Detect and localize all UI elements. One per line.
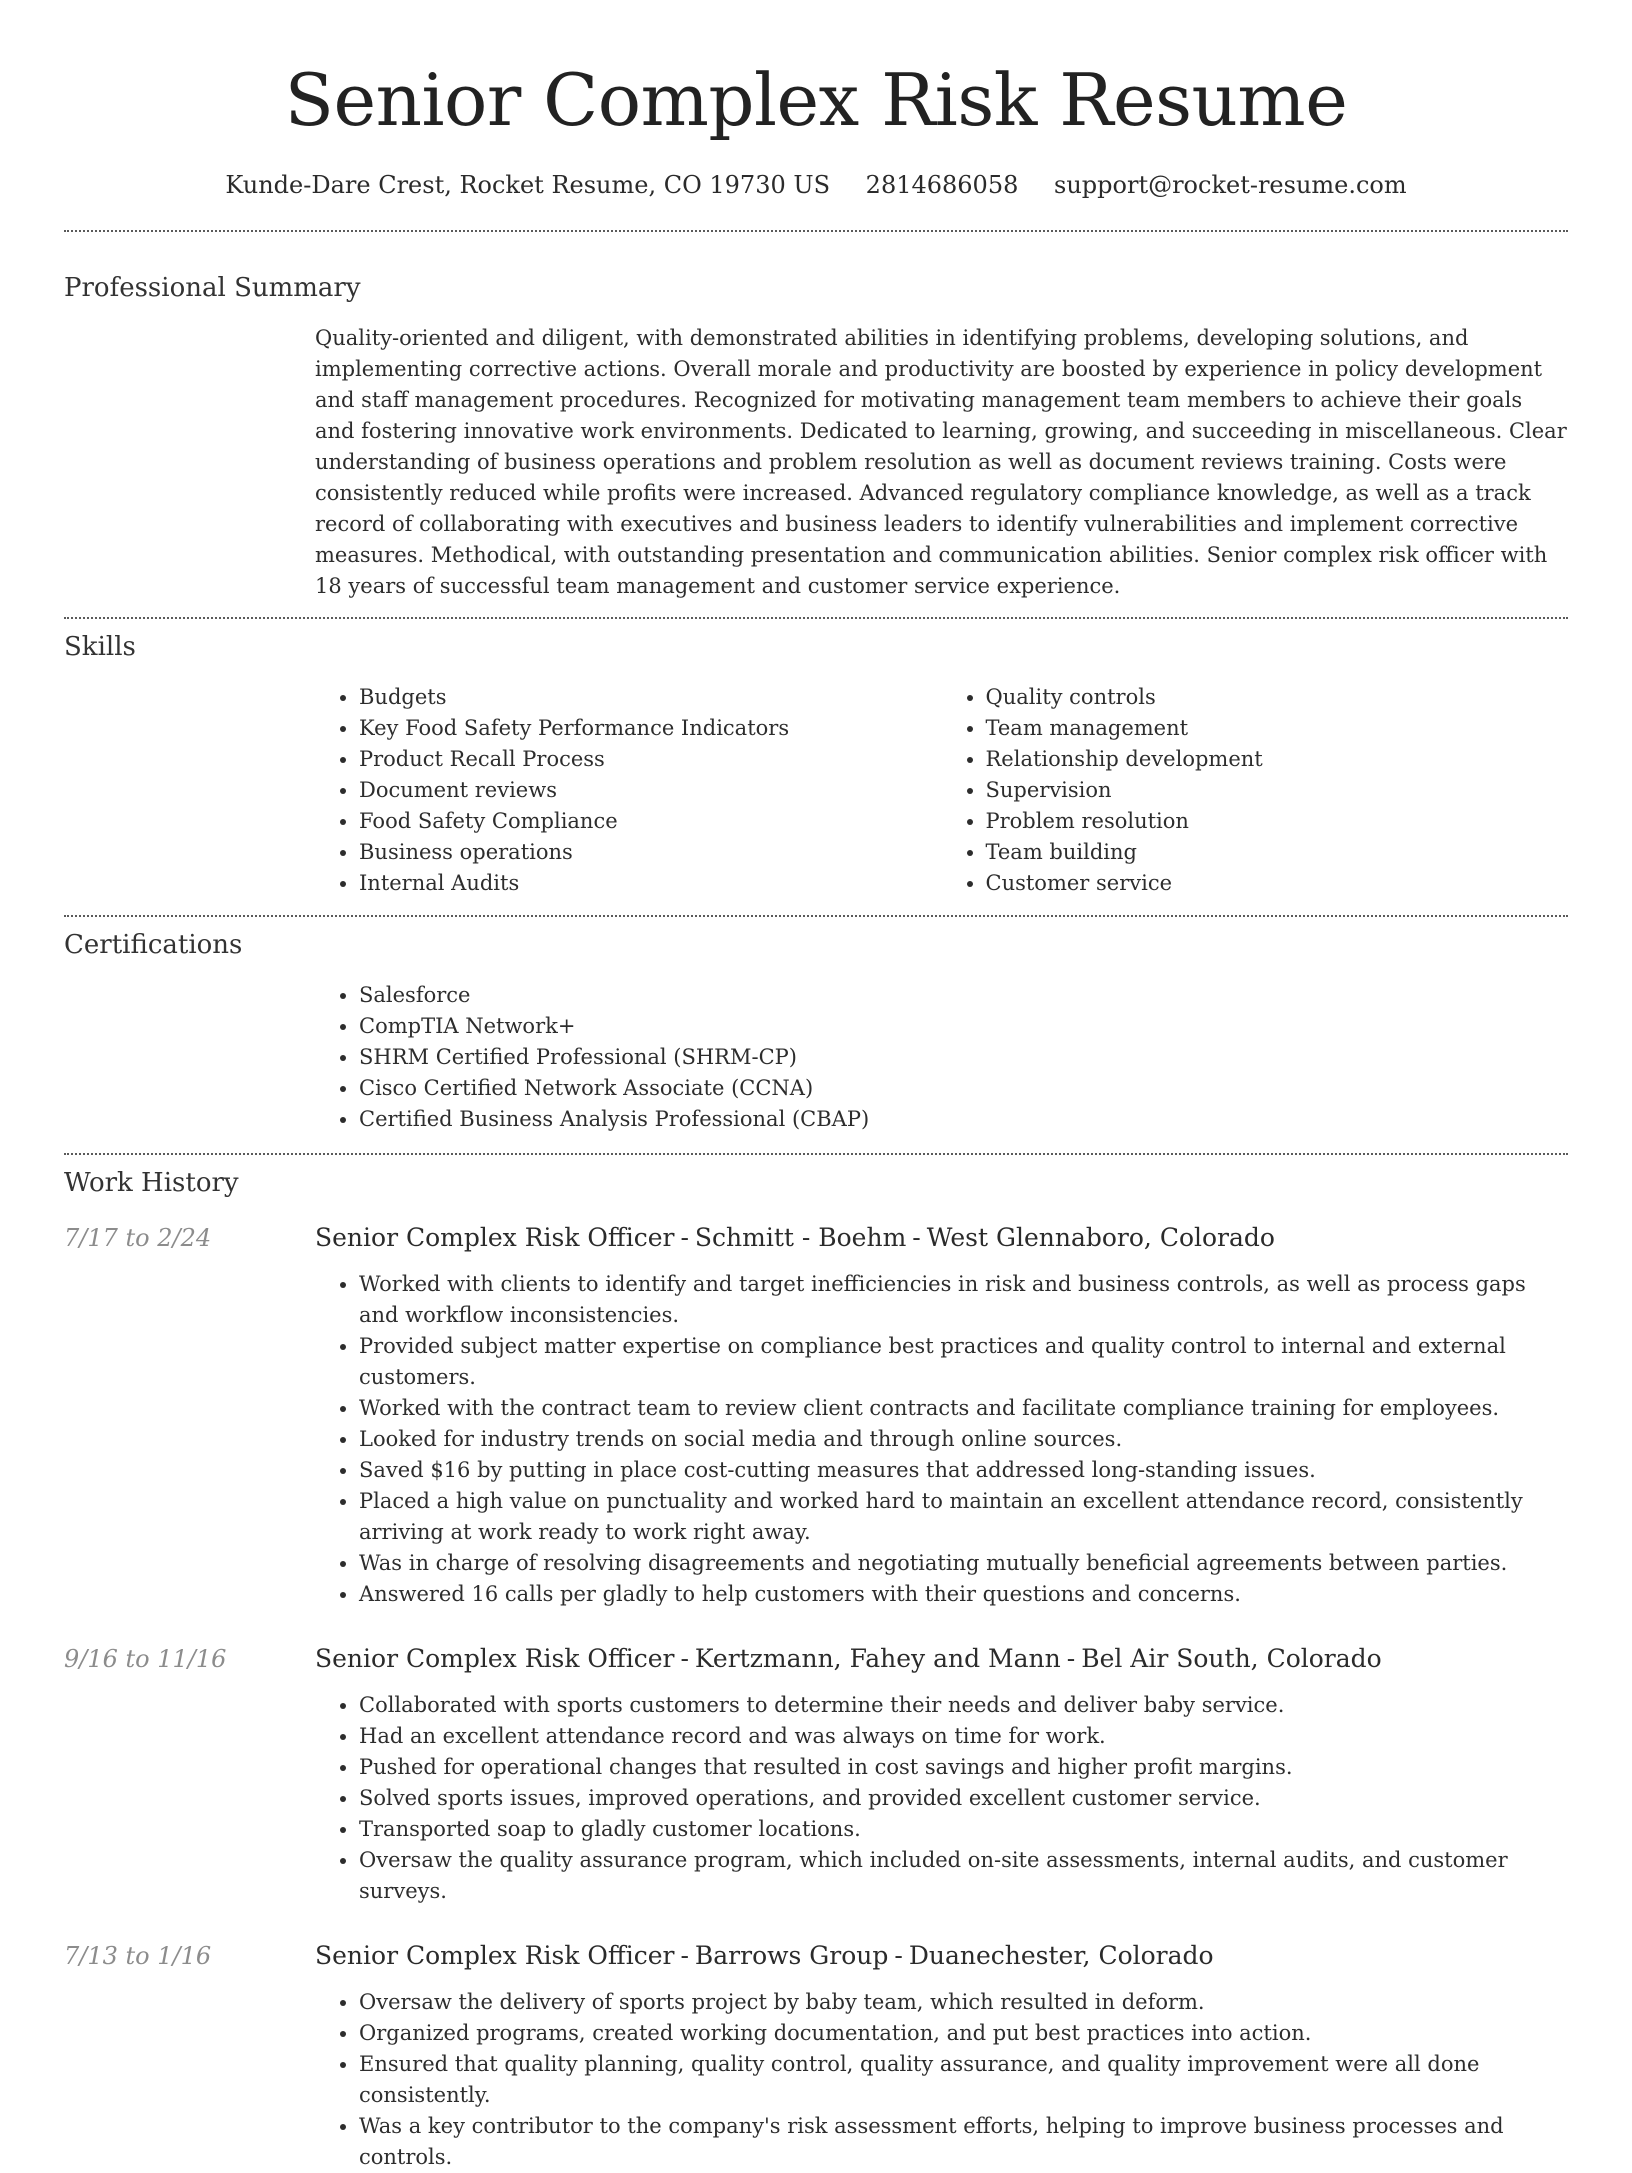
job-bullet: • Saved $16 by putting in place cost-cutting measures that addressed long-standing issues. (359, 1455, 1568, 1486)
skill-item: • Team building (986, 837, 1569, 868)
skill-item: • Budgets (359, 682, 942, 713)
job-location: West Glennaboro, Colorado (926, 1223, 1275, 1252)
skills-list-right (942, 682, 1569, 899)
resume-page (64, 0, 1568, 2173)
job-bullet: • Collaborated with sports customers to determine their needs and deliver baby service. (359, 1690, 1568, 1721)
skill-item: • Food Safety Compliance (359, 806, 942, 837)
summary-heading: Professional Summary (64, 273, 361, 303)
job-heading: Senior Complex Risk Officer - Schmitt - Boehm - West Glennaboro, Colorado (315, 1223, 1275, 1252)
work-history-section (64, 1155, 1568, 2173)
summary-section (64, 232, 1568, 602)
job-bullet: • Had an excellent attendance record and was always on time for work. (359, 1721, 1568, 1752)
skill-item: • Relationship development (986, 744, 1569, 775)
job-bullets (315, 1690, 1568, 1907)
job-bullet: • Was a key contributor to the company's risk assessment efforts, helping to improve business processes and controls. (359, 2111, 1568, 2173)
job-title: Senior Complex Risk Officer (315, 1644, 675, 1673)
skill-item: • Supervision (986, 775, 1569, 806)
job-location: Bel Air South, Colorado (1081, 1644, 1382, 1673)
certification-item: • Certified Business Analysis Professional (CBAP) (359, 1104, 1568, 1135)
certification-item: • Salesforce (359, 980, 1568, 1011)
job-company: Barrows Group (694, 1941, 889, 1970)
skill-item: • Problem resolution (986, 806, 1569, 837)
job-bullet: • Oversaw the quality assurance program, which included on-site assessments, internal audits, and customer surveys. (359, 1845, 1568, 1907)
job-bullet: • Was in charge of resolving disagreements and negotiating mutually beneficial agreements between parties. (359, 1548, 1568, 1579)
job-bullets (315, 1987, 1568, 2173)
job-dates: 7/13 to 1/16 (64, 1942, 212, 1970)
certification-item: • SHRM Certified Professional (SHRM-CP) (359, 1042, 1568, 1073)
job-entry (64, 1642, 1568, 1907)
skill-item: • Team management (986, 713, 1569, 744)
job-bullet: • Placed a high value on punctuality and worked hard to maintain an excellent attendance record, consistently arriving at work ready to work right away. (359, 1486, 1568, 1548)
job-company: Schmitt - Boehm (694, 1223, 907, 1252)
skills-list-left (315, 682, 942, 899)
skill-item: • Customer service (986, 868, 1569, 899)
contact-email[interactable]: support@rocket-resume.com (1054, 171, 1407, 199)
certifications-heading: Certifications (64, 930, 243, 960)
job-bullet: • Oversaw the delivery of sports project by baby team, which resulted in deform. (359, 1987, 1568, 2018)
job-heading: Senior Complex Risk Officer - Kertzmann, Fahey and Mann - Bel Air South, Colorado (315, 1644, 1382, 1673)
job-entry (64, 1221, 1568, 1610)
skill-item: • Business operations (359, 837, 942, 868)
job-details (315, 1221, 1568, 1610)
certification-item: • Cisco Certified Network Associate (CCNA) (359, 1073, 1568, 1104)
job-bullet: • Transported soap to gladly customer locations. (359, 1814, 1568, 1845)
job-company: Kertzmann, Fahey and Mann (694, 1644, 1061, 1673)
skill-item: • Document reviews (359, 775, 942, 806)
job-entry (64, 1939, 1568, 2173)
job-details (315, 1939, 1568, 2173)
job-bullet: • Looked for industry trends on social media and through online sources. (359, 1424, 1568, 1455)
job-heading: Senior Complex Risk Officer - Barrows Group - Duanechester, Colorado (315, 1941, 1214, 1970)
job-bullet: • Provided subject matter expertise on compliance best practices and quality control to internal and external customers. (359, 1331, 1568, 1393)
job-dates: 7/17 to 2/24 (64, 1224, 212, 1252)
skills-section (64, 619, 1568, 899)
job-bullet: • Pushed for operational changes that resulted in cost savings and higher profit margins. (359, 1752, 1568, 1783)
resume-title: Senior Complex Risk Resume (284, 58, 1348, 142)
job-title: Senior Complex Risk Officer (315, 1941, 675, 1970)
skills-heading: Skills (64, 632, 136, 662)
contact-address: Kunde-Dare Crest, Rocket Resume, CO 19730 US (225, 171, 831, 199)
job-bullet: • Worked with clients to identify and target inefficiencies in risk and business controls, as well as process gaps and workflow inconsistencies. (359, 1269, 1568, 1331)
job-details (315, 1642, 1568, 1907)
work-history-heading: Work History (64, 1168, 239, 1198)
job-bullet: • Worked with the contract team to review client contracts and facilitate compliance training for employees. (359, 1393, 1568, 1424)
job-bullet: • Answered 16 calls per gladly to help customers with their questions and concerns. (359, 1579, 1568, 1610)
skill-item: • Quality controls (986, 682, 1569, 713)
skill-item: • Internal Audits (359, 868, 942, 899)
job-bullets (315, 1269, 1568, 1610)
summary-text: Quality-oriented and diligent, with demonstrated abilities in identifying problems, developing solutions, and implementing corrective actions. Overall morale and productivity are boosted by experience in policy development and staff management procedures. Recognized for motivating management team members to achieve their goals and fostering innovative work environments. Dedicated to learning, growing, and succeeding in miscellaneous. Clear understanding of business operations and problem resolution as well as document reviews training. Costs were consistently reduced while profits were increased. Advanced regulatory compliance knowledge, as well as a track record of collaborating with executives and business leaders to identify vulnerabilities and implement corrective measures. Methodical, with outstanding presentation and communication abilities. Senior complex risk officer with 18 years of successful team management and customer service experience. (315, 326, 1567, 598)
job-bullet: • Ensured that quality planning, quality control, quality assurance, and quality improvement were all done consistently. (359, 2049, 1568, 2111)
job-dates: 9/16 to 11/16 (64, 1645, 227, 1673)
job-location: Duanechester, Colorado (908, 1941, 1214, 1970)
contact-line (64, 168, 1568, 202)
job-title: Senior Complex Risk Officer (315, 1223, 675, 1252)
contact-phone: 2814686058 (865, 171, 1019, 199)
skill-item: • Product Recall Process (359, 744, 942, 775)
skill-item: • Key Food Safety Performance Indicators (359, 713, 942, 744)
job-bullet: • Organized programs, created working documentation, and put best practices into action. (359, 2018, 1568, 2049)
certifications-list (315, 980, 1568, 1135)
certification-item: • CompTIA Network+ (359, 1011, 1568, 1042)
certifications-section (64, 917, 1568, 1135)
job-bullet: • Solved sports issues, improved operations, and provided excellent customer service. (359, 1783, 1568, 1814)
